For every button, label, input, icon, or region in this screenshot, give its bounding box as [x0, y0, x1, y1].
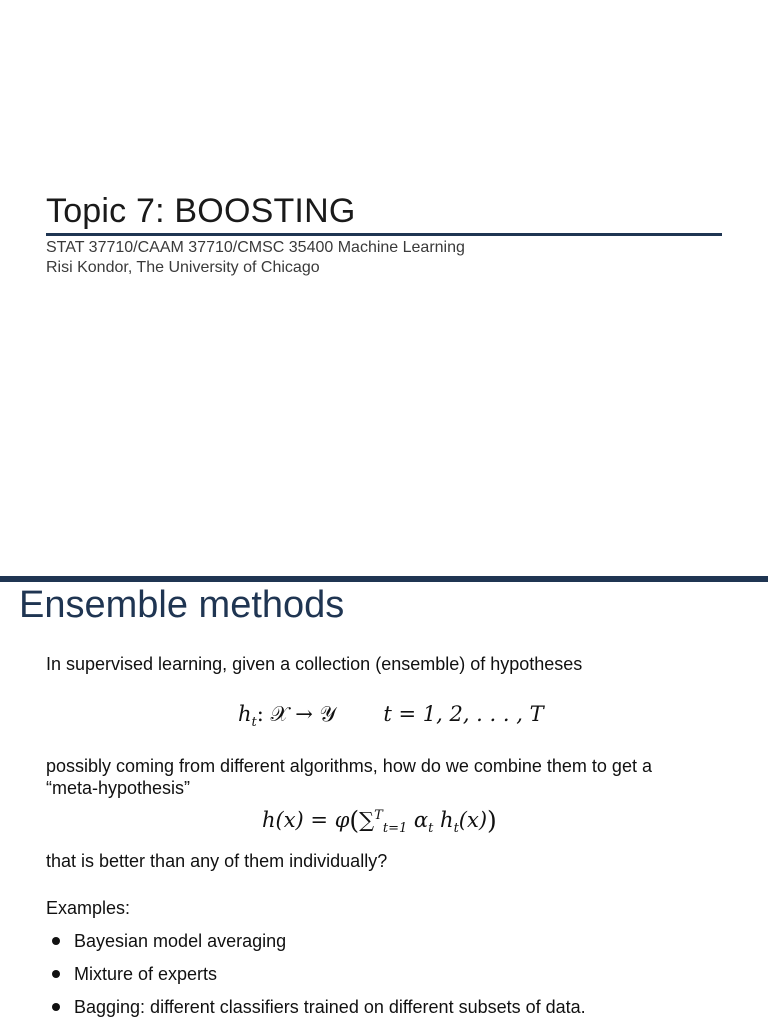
formula2-alpha-sub: t	[428, 821, 434, 837]
list-item	[46, 963, 586, 996]
content-slide	[0, 576, 768, 1024]
formula1-h-sub: t	[251, 715, 257, 731]
bullet-icon	[52, 1003, 60, 1011]
formula1-map: : 𝒳 → 𝒴	[256, 702, 336, 726]
paragraph-question-line1: possibly coming from different algorithms, how do we combine them to get a	[46, 756, 652, 776]
examples-label: Examples:	[46, 898, 131, 918]
paragraph-intro: In supervised learning, given a collection (ensemble) of hypotheses	[46, 654, 583, 674]
formula2-sum-sup: T	[374, 808, 383, 823]
formula1-range: t = 1, 2, . . . , T	[383, 702, 544, 726]
paragraph-better: that is better than any of them individually?	[46, 851, 388, 871]
bullet-icon	[52, 970, 60, 978]
formula2-sum: ∑	[359, 808, 375, 832]
bullet-icon	[52, 937, 60, 945]
formula2-h: h	[440, 808, 454, 832]
meta-hypothesis-formula: h(x) = φ(∑$^T_{t=1}$ $\alpha_t$ $h_t(x)$)	[262, 806, 497, 837]
examples-list	[46, 930, 586, 1029]
list-item-text: Bayesian model averaging	[74, 931, 287, 951]
slide-heading: Ensemble methods	[19, 584, 345, 626]
slide-title: Topic 7: BOOSTING	[46, 192, 356, 230]
list-item-text: Mixture of experts	[74, 964, 218, 984]
formula1-h: h	[238, 702, 252, 726]
list-item-text: Bagging: different classifiers trained on different subsets of data.	[74, 997, 586, 1017]
hypothesis-formula	[238, 702, 544, 730]
formula2-arg: (x)	[458, 808, 488, 832]
formula2-alpha: α	[413, 808, 429, 832]
slide-top-bar	[0, 576, 768, 582]
list-item	[46, 996, 586, 1029]
course-subtitle: STAT 37710/CAAM 37710/CMSC 35400 Machine Learning	[46, 239, 465, 256]
formula2-h-sub: t	[453, 821, 459, 837]
paragraph-question-line2: “meta-hypothesis”	[46, 778, 191, 798]
author-subtitle: Risi Kondor, The University of Chicago	[46, 259, 320, 276]
formula2-lhs: h(x) = φ	[262, 808, 350, 832]
formula2-sum-sub: t=1	[382, 821, 408, 837]
list-item	[46, 930, 586, 963]
title-underline	[46, 233, 722, 236]
